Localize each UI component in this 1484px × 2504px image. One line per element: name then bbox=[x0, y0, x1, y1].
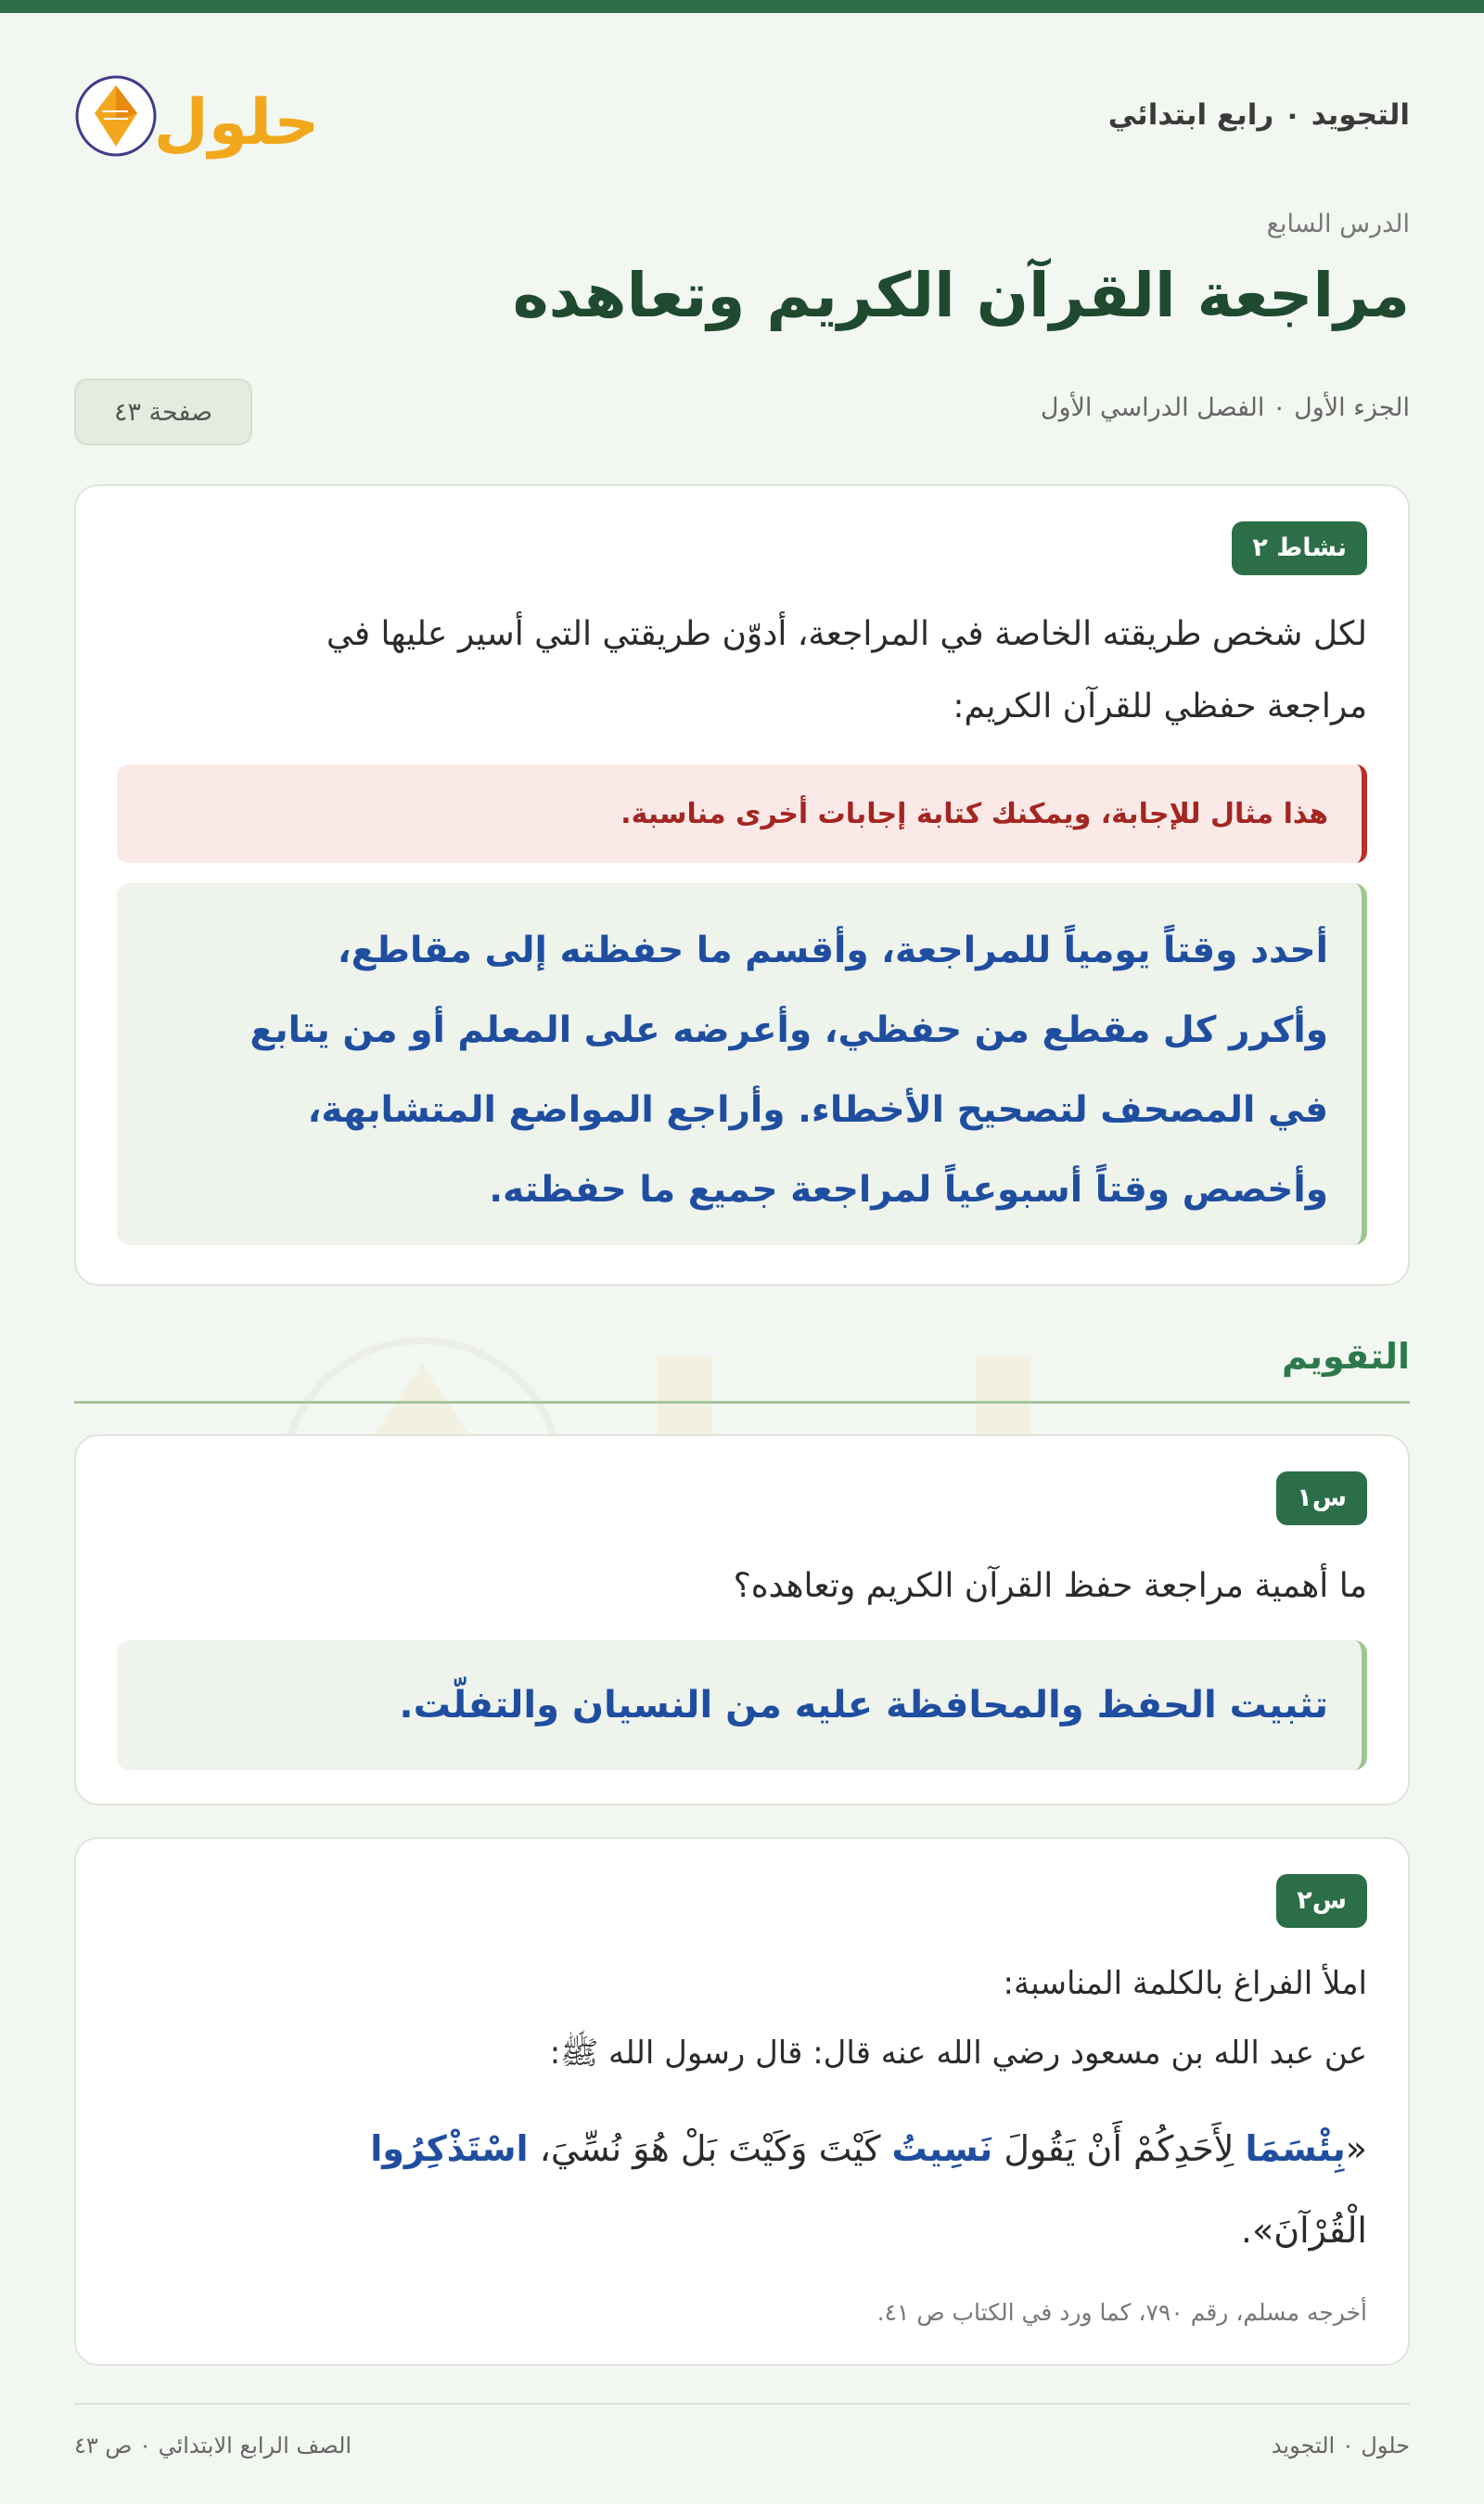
question-1-badge: س١ bbox=[1276, 1471, 1367, 1525]
section-divider bbox=[74, 1401, 1410, 1404]
question-2-card bbox=[74, 1837, 1410, 2366]
logo-text: حلول bbox=[153, 86, 320, 160]
hadith-text-1: لِأَحَدِكُمْ أَنْ يَقُولَ bbox=[992, 2128, 1246, 2169]
activity-badge: نشاط ٢ bbox=[1232, 521, 1367, 575]
blank-word-1: بِئْسَمَا bbox=[1245, 2128, 1346, 2169]
quote-mark: « bbox=[1345, 2128, 1367, 2169]
evaluation-section-title: التقويم bbox=[1281, 1336, 1410, 1377]
blank-word-3: اسْتَذْكِرُوا bbox=[370, 2128, 529, 2169]
answer-line: في المصحف لتصحيح الأخطاء. وأراجع المواضع المتشابهة، bbox=[307, 1089, 1328, 1131]
question-2-instruction: املأ الفراغ بالكلمة المناسبة: bbox=[1003, 1965, 1367, 2002]
answer-line: وأخصص وقتاً أسبوعياً لمراجعة جميع ما حفظته. bbox=[489, 1169, 1328, 1211]
answer-line: وأكرر كل مقطع من حفظي، وأعرضه على المعلم أو من يتابع bbox=[249, 1009, 1328, 1051]
hadith-source: أخرجه مسلم، رقم ٧٩٠، كما ورد في الكتاب ص ٤١. bbox=[876, 2299, 1367, 2326]
footer-divider bbox=[74, 2403, 1410, 2405]
footer-brand: حلول ٠ التجويد bbox=[1271, 2433, 1410, 2459]
site-logo[interactable] bbox=[74, 65, 334, 167]
activity-prompt-line1: لكل شخص طريقته الخاصة في المراجعة، أدوّن طريقتي التي أسير عليها في bbox=[326, 615, 1367, 653]
page-header bbox=[74, 56, 1410, 176]
lesson-number: الدرس السابع bbox=[1266, 210, 1410, 238]
footer-page-info: الصف الرابع الابتدائي ٠ ص ٤٣ bbox=[74, 2433, 352, 2459]
activity-card bbox=[74, 484, 1410, 1286]
question-1-text: ما أهمية مراجعة حفظ القرآن الكريم وتعاهده؟ bbox=[733, 1567, 1367, 1605]
hadith-quote bbox=[117, 2108, 1367, 2271]
question-2-badge: س٢ bbox=[1276, 1874, 1367, 1928]
hadith-line-2: الْقُرْآنَ». bbox=[1240, 2210, 1367, 2251]
example-answer-note: هذا مثال للإجابة، ويمكنك كتابة إجابات أخرى مناسبة. bbox=[117, 764, 1367, 863]
page-number-chip: صفحة ٤٣ bbox=[74, 379, 252, 445]
question-1-answer: تثبيت الحفظ والمحافظة عليه من النسيان والتفلّت. bbox=[117, 1640, 1367, 1770]
activity-answer bbox=[117, 883, 1367, 1245]
question-1-card bbox=[74, 1434, 1410, 1805]
page-title: مراجعة القرآن الكريم وتعاهده bbox=[512, 260, 1410, 331]
hadith-text-2: كَيْتَ وَكَيْتَ بَلْ هُوَ نُسِّيَ، bbox=[528, 2128, 892, 2169]
activity-prompt-line2: مراجعة حفظي للقرآن الكريم: bbox=[953, 687, 1367, 726]
top-accent-bar bbox=[0, 0, 1484, 13]
term-meta: الجزء الأول ٠ الفصل الدراسي الأول bbox=[1040, 393, 1410, 422]
blank-word-2: نَسِيتُ bbox=[891, 2128, 993, 2169]
answer-line: أحدد وقتاً يومياً للمراجعة، وأقسم ما حفظته إلى مقاطع، bbox=[337, 930, 1328, 971]
subject-grade-label: التجويد ٠ رابع ابتدائي bbox=[1107, 98, 1410, 132]
hadith-narration: عن عبد الله بن مسعود رضي الله عنه قال: قال رسول الله ﷺ: bbox=[549, 2035, 1367, 2072]
